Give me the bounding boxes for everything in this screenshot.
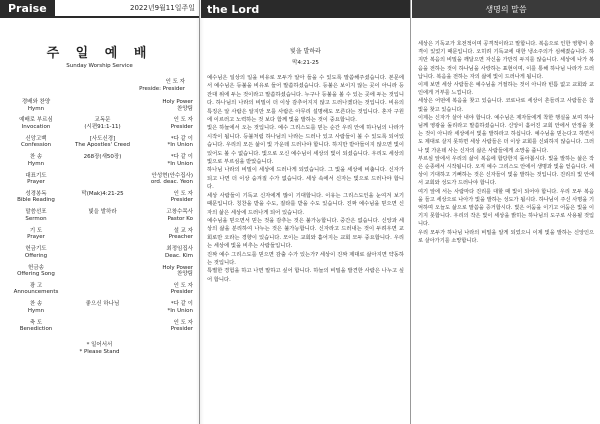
order-item-label <box>8 301 64 319</box>
page-title: 주 일 예 배 <box>46 46 153 61</box>
section-label-praise: Praise <box>0 0 55 17</box>
order-item-en: Announcements <box>13 289 59 296</box>
order-of-worship-panel <box>0 0 200 424</box>
order-row <box>0 154 199 172</box>
order-row <box>0 209 199 227</box>
order-item-content <box>64 173 141 191</box>
order-row <box>0 301 199 319</box>
order-item-leader-ko: *다 같 이 <box>170 154 193 161</box>
order-item-content <box>64 209 141 227</box>
order-item-leader-en: Presider <box>170 289 193 296</box>
order-row <box>0 228 199 246</box>
section-label-word-of-life: 생명의 말씀 <box>485 4 527 14</box>
order-item-leader <box>141 265 193 283</box>
order-item-leader-en: Pastor Ko <box>167 215 193 222</box>
order-item-leader-en: Presider <box>170 326 193 333</box>
order-item-detail: 좋으신 하나님 <box>85 301 120 308</box>
stand-note-en: * Please Stand <box>79 349 120 356</box>
order-item-ko: 헌금송 <box>28 264 44 271</box>
order-row <box>0 265 199 283</box>
order-item-content <box>64 265 141 283</box>
order-list <box>0 99 199 338</box>
section-label-the-lord: the Lord <box>207 2 260 16</box>
order-item-detail: [사도신경] <box>89 135 116 142</box>
order-item-leader-ko: *다 같 이 <box>170 135 193 142</box>
order-item-leader-en: Deac. Kim <box>164 252 193 259</box>
order-item-label <box>8 154 64 172</box>
order-item-en: Sermon <box>25 215 47 222</box>
body-paragraph: 세상은 기독교가 호전적이며 공격적이라고 말합니다. 복음으로 인한 영향이 충격이 있었기 때문입니다. 오히려 기독교에 대한 냉소주의가 심해졌습니다. 하지만 복음의 비밀을 깨달으면 자신을 가만히 두지를 않습니다. 세상에 나가 복음을 전하는 것이 하나님을 사랑하는 표현이며, 이를 통해 하나님 나라가 드러납니다. 복음을 전하는 자의 삶에 빛이 드러나게 됩니다. <box>418 41 594 80</box>
body-paragraph: 빛은 하늘에서 오는 것입니다. 예수 그리스도를 믿는 순간 우리 안에 하나님의 나라가 시작이 됩니다. 등불처럼 하나님의 나라는 드러나 있고 사람들이 볼 수 있도록 되어있습니다. 우리의 모든 삶이 빛 가운데 드러나야 합니다. 하지만 받아들이지 않으면 빛이 있어도 볼 수 없습니다. 빛으로 오신 예수님이 세상의 빛이 되셨습니다. 우리도 세상의 빛으로 부르심을 받았습니다. <box>207 125 404 166</box>
right-header <box>412 0 600 18</box>
body-paragraph: 예수님은 일상의 일을 비유로 모두가 알아 들을 수 있도록 말씀해주셨습니다. 본문에서 예수님은 등불을 비유로 들어 말씀하셨습니다. 등불은 보이지 않는 곳이 아니라 등잔대 위에 두는 것이라고 말씀하셨습니다. 누구나 등불을 볼 수 있는 곳에 두는 것입니다. 하나님의 나라의 비밀이 더 이상 감추어지지 않고 드러나겠다는 것입니다. 비유의 특징은 알 사람은 알지만 모를 사람은 아무리 설명해도 모른다는 것입니다. 혼자 구원에 이르러고 노력하는 것 보다 함께 빛을 발하는 것이 중요합니다. <box>207 75 404 124</box>
order-item-leader-en: ord. deac. Yeon <box>150 179 193 186</box>
service-date: 2022년9월11일주일 <box>130 4 195 12</box>
sermon-body <box>201 66 410 284</box>
middle-header <box>201 0 410 18</box>
order-item-leader <box>141 117 193 135</box>
order-item-leader <box>141 191 193 209</box>
order-item-leader-ko: Holy Power <box>162 99 193 105</box>
order-item-label <box>8 209 64 227</box>
body-paragraph: 여기 앞에 서는 사람마다 진리를 대할 때 빛이 되어야 합니다. 우리 모두 복음을 들고 세상으로 나아가 빛을 발하는 성도가 됩시다. 하나님이 주신 사명을 기억하며 오늘도 삶으로 말씀을 증거합시다. 빛은 어둠을 이기고 어둠은 빛을 이기지 못합니다. 우리의 작은 빛이 세상을 밝히는 하나님의 도구로 사용될 것입니다. <box>418 188 594 228</box>
presider-label <box>0 79 199 93</box>
order-item-leader-ko: 안성현(안수집사) <box>151 172 193 179</box>
order-item-leader-ko: 인 도 자 <box>173 190 193 197</box>
order-item-en: Bible Reading <box>17 197 55 204</box>
order-item-leader-en: Presider <box>170 197 193 204</box>
order-item-leader-ko: *다 같 이 <box>170 301 193 308</box>
order-item-detail: 교독문 <box>94 117 111 124</box>
order-item-leader <box>141 136 193 154</box>
order-item-leader-en: 찬양팀 <box>177 105 193 112</box>
order-item-detail: 268장(새50장) <box>83 154 122 161</box>
order-row <box>0 173 199 191</box>
order-item-ko: 대표기도 <box>25 172 47 179</box>
order-item-ko: 축 도 <box>29 319 43 326</box>
order-item-label <box>8 228 64 246</box>
order-item-leader <box>141 173 193 191</box>
order-item-label <box>8 117 64 135</box>
order-item-content <box>64 99 141 117</box>
order-item-content <box>64 154 141 172</box>
order-item-detail-sub: The Apostles' Creed <box>75 142 130 149</box>
order-item-leader-ko: Holy Power <box>162 264 193 271</box>
order-item-leader-en: Presider <box>170 123 193 130</box>
order-item-leader <box>141 228 193 246</box>
order-item-leader-ko: 인 도 자 <box>173 282 193 289</box>
order-item-en: Prayer <box>27 179 45 186</box>
order-item-content <box>64 117 141 135</box>
order-item-en: Offering Song <box>17 271 55 278</box>
stand-note-ko: * 일어서서 <box>86 342 113 349</box>
order-row <box>0 117 199 135</box>
order-item-detail-sub: (시편91:1-11) <box>84 123 121 130</box>
word-of-life-panel <box>412 0 600 424</box>
order-item-en: Offering <box>24 252 48 259</box>
stand-note <box>0 342 199 356</box>
body-paragraph: 특별한 경험을 하고 나면 말하고 싶어 합니다. 하늘의 비밀을 발견한 사람은 나누고 싶어 합니다. <box>207 268 404 283</box>
order-item-en: Confession <box>20 142 52 149</box>
order-item-detail: 빛을 발하라 <box>88 209 117 216</box>
order-item-ko: 헌금기도 <box>25 246 47 253</box>
left-header <box>0 0 199 18</box>
order-item-en: Prayer <box>27 234 45 241</box>
sermon-reference: 막4:21-25 <box>292 60 319 66</box>
presider-en: Preside: Presider <box>139 86 185 92</box>
order-item-leader-en: Preacher <box>168 234 193 241</box>
order-item-leader-en: 찬양팀 <box>177 271 193 278</box>
order-item-label <box>8 136 64 154</box>
order-item-leader <box>141 283 193 301</box>
order-item-detail: 막(Mak)4:21-25 <box>81 190 124 197</box>
body-paragraph: 세상 사람들이 기독교 신자에게 많이 기대합니다. 이유는 그리스도인을 눈여겨 보기 때문입니다. 칭찬을 받을 수도, 질타를 받을 수도 있습니다. 진짜 예수님을 믿으면 신자의 삶은 세상에 드러나게 되어 있습니다. <box>207 192 404 216</box>
order-item-en: Benediction <box>19 326 53 333</box>
order-item-ko: 성경봉독 <box>25 190 47 197</box>
order-item-leader-en: *In Union <box>167 307 193 314</box>
order-item-ko: 기 도 <box>29 227 43 234</box>
order-item-content <box>64 246 141 264</box>
order-item-leader-ko: 인 도 자 <box>173 319 193 326</box>
order-item-label <box>8 246 64 264</box>
body-paragraph: 부르심 앞에서 우리의 삶이 복음에 합당한지 돌아봅시다. 빛을 발하는 삶은 작은 순종에서 시작됩니다. 오직 예수 그리스도 안에서 생명과 빛을 얻습니다. 세상이 기대하고 기뻐하는 것은 신자들이 빛을 발하는 것입니다. 진리의 빛 안에서 교회와 성도가 드러나야 합니다. <box>418 155 594 187</box>
order-row <box>0 283 199 301</box>
order-item-content <box>64 283 141 301</box>
order-row <box>0 99 199 117</box>
order-item-label <box>8 283 64 301</box>
body-paragraph: 이제는 신자가 살아 내야 합니다. 예수님은 제자들에게 착한 행실을 보며 하나님께 영광을 돌리라고 말씀하셨습니다. 신앙이 흩어진 교회 안에서 안정을 찾는 것이 아니라 세상에서 빛을 발하라고 하십니다. 예수님을 믿는다고 하면서도 제대로 살지 못하면 세상 사람들은 더 이상 교회를 신뢰하지 않습니다. 그러나 빛 가운데 사는 신자의 삶은 사람들에게 소망을 줍니다. <box>418 114 594 154</box>
order-item-content <box>64 301 141 319</box>
body-paragraph: 우리 모두가 하나님 나라의 비밀을 알게 되었으니 이제 빛을 발하는 신앙인으로 살아가기를 소망합니다. <box>418 229 594 244</box>
order-row <box>0 246 199 264</box>
order-item-en: Hymn <box>27 105 45 112</box>
order-item-leader <box>141 320 193 338</box>
body-paragraph: 하나님 나라의 비밀이 세상에 드러나게 되었습니다. 그 빛을 세상에 비춥니다. 신자가 되고 나면 더 이상 숨겨질 수가 없습니다. 세상 속에서 신자는 빛으로 드러나야 합니다. <box>207 167 404 191</box>
order-item-content <box>64 191 141 209</box>
order-item-en: Hymn <box>27 160 45 167</box>
order-row <box>0 191 199 209</box>
body-paragraph: 이제 보면 세상 사람들은 예수님을 거절하는 것이 아니라 빈틈 없고 교회와 교인에게 거부를 느낍니다. <box>418 82 594 97</box>
order-item-en: Invocation <box>21 123 51 130</box>
body-paragraph: 세상은 어떤에 복음을 찾고 있습니다. 코로나로 세상이 흔들리고 사람들은 참 빛을 찾고 있습니다. <box>418 98 594 113</box>
presider-ko: 인 도 자 <box>165 79 185 85</box>
order-item-leader <box>141 246 193 264</box>
order-item-ko: 찬 송 <box>29 154 43 161</box>
order-item-leader-ko: 인 도 자 <box>173 117 193 124</box>
word-of-life-body <box>412 18 600 245</box>
order-item-content <box>64 136 141 154</box>
order-item-ko: 예배로 부르심 <box>19 117 53 124</box>
order-item-content <box>64 228 141 246</box>
order-item-ko: 찬 송 <box>29 301 43 308</box>
order-item-ko: 광 고 <box>29 282 43 289</box>
order-item-leader <box>141 209 193 227</box>
order-item-content <box>64 320 141 338</box>
order-item-ko: 신앙고백 <box>25 135 47 142</box>
order-item-leader-en: *In Union <box>167 160 193 167</box>
body-paragraph: 진짜 예수 그리스도를 믿으면 감출 수가 있는가? 세상이 진짜 제대로 삶아지면 약동하는 것입니다. <box>207 251 404 266</box>
order-item-ko: 말씀선포 <box>25 209 47 216</box>
order-item-leader <box>141 154 193 172</box>
order-item-leader-ko: 설 교 자 <box>173 227 193 234</box>
order-row <box>0 320 199 338</box>
order-item-label <box>8 173 64 191</box>
order-item-leader <box>141 301 193 319</box>
order-item-leader-en: *In Union <box>167 142 193 149</box>
order-item-label <box>8 99 64 117</box>
order-item-en: Hymn <box>27 307 45 314</box>
order-item-label <box>8 265 64 283</box>
page-subtitle: Sunday Worship Service <box>66 63 133 69</box>
order-item-leader <box>141 99 193 117</box>
order-item-leader-ko: 고창수목사 <box>166 209 193 216</box>
order-item-label <box>8 191 64 209</box>
sermon-panel <box>201 0 411 424</box>
sermon-title: 빛을 발하라 <box>290 48 321 55</box>
order-row <box>0 136 199 154</box>
order-item-label <box>8 320 64 338</box>
body-paragraph: 예수님을 믿으면서 믿는 것을 감추는 것은 불가능합니다. 중간은 없습니다. 신앙과 세상의 삶을 분리하여 나누는 것은 불가능합니다. 신자라고 드러내는 것이 두려우면 교회로만 오라는 경향이 있습니다. 모이는 교회와 흩어지는 교회 모두 중요합니다. 우리는 세상에 빛을 비추는 사람들입니다. <box>207 217 404 250</box>
order-item-leader-ko: 최정임집사 <box>166 246 193 253</box>
order-item-ko: 경배와 찬양 <box>21 99 51 105</box>
